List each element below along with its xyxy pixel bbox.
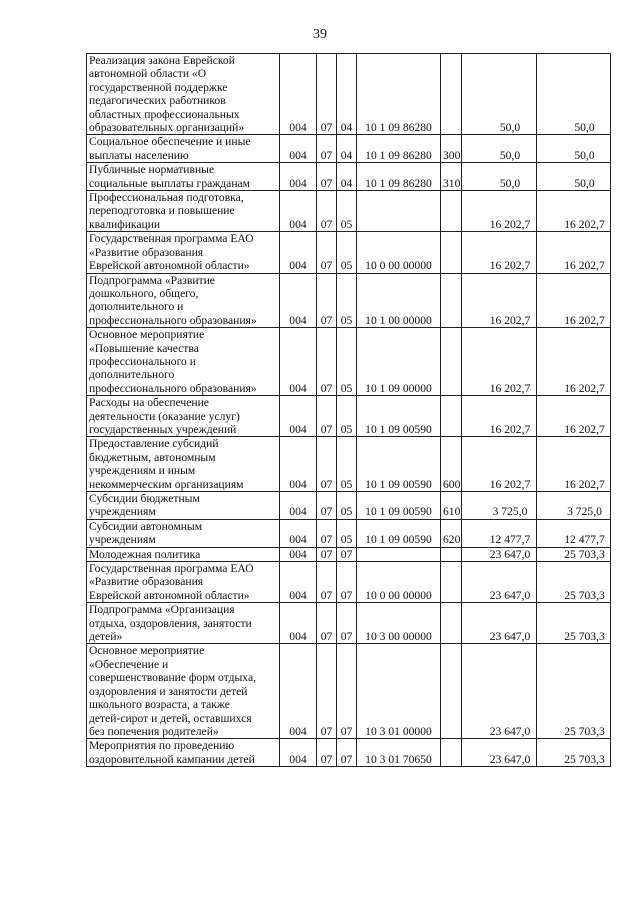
expense-type-cell	[441, 562, 462, 603]
expense-type-cell	[441, 191, 462, 232]
sum-year1-cell: 16 202,7	[462, 232, 537, 273]
sum-year1-cell: 50,0	[462, 163, 537, 191]
sum-year1-cell: 23 647,0	[462, 603, 537, 644]
subsection-code-cell: 07	[337, 562, 357, 603]
table-row	[87, 163, 611, 191]
gr-code-cell: 004	[280, 547, 317, 561]
subsection-code-cell: 05	[337, 519, 357, 547]
row-name-cell: Субсидии бюджетным учреждениям	[87, 492, 280, 520]
table-row	[87, 135, 611, 163]
section-code-cell: 07	[317, 562, 337, 603]
table-row	[87, 273, 611, 328]
table-row	[87, 547, 611, 561]
row-name-cell: Мероприятия по проведению оздоровительной кампании детей	[87, 739, 280, 767]
expense-type-cell	[441, 273, 462, 328]
sum-year2-cell: 25 703,3	[537, 547, 611, 561]
table-row	[87, 519, 611, 547]
sum-year1-cell: 23 647,0	[462, 562, 537, 603]
subsection-code-cell: 05	[337, 437, 357, 492]
target-article-cell: 10 3 00 00000	[357, 603, 441, 644]
subsection-code-cell: 04	[337, 135, 357, 163]
sum-year1-cell: 16 202,7	[462, 437, 537, 492]
expense-type-cell: 300	[441, 135, 462, 163]
target-article-cell: 10 1 09 00590	[357, 519, 441, 547]
sum-year2-cell: 50,0	[537, 163, 611, 191]
gr-code-cell: 004	[280, 739, 317, 767]
row-name-cell: Расходы на обеспечение деятельности (оказание услуг) государственных учреждений	[87, 396, 280, 437]
sum-year2-cell: 3 725,0	[537, 492, 611, 520]
sum-year1-cell: 23 647,0	[462, 547, 537, 561]
row-name-cell: Профессиональная подготовка, переподготовка и повышение квалификации	[87, 191, 280, 232]
sum-year2-cell: 25 703,3	[537, 603, 611, 644]
subsection-code-cell: 05	[337, 492, 357, 520]
sum-year2-cell: 16 202,7	[537, 328, 611, 396]
expense-type-cell	[441, 232, 462, 273]
expense-type-cell	[441, 328, 462, 396]
row-name-cell: Социальное обеспечение и иные выплаты населению	[87, 135, 280, 163]
row-name-cell: Основное мероприятие «Повышение качества профессионального и дополнительного профессионального образования»	[87, 328, 280, 396]
expense-type-cell: 310	[441, 163, 462, 191]
target-article-cell: 10 3 01 00000	[357, 644, 441, 739]
gr-code-cell: 004	[280, 135, 317, 163]
section-code-cell: 07	[317, 437, 337, 492]
section-code-cell: 07	[317, 163, 337, 191]
section-code-cell: 07	[317, 644, 337, 739]
sum-year2-cell: 16 202,7	[537, 273, 611, 328]
sum-year2-cell: 25 703,3	[537, 644, 611, 739]
target-article-cell: 10 1 09 86280	[357, 163, 441, 191]
target-article-cell: 10 1 09 86280	[357, 135, 441, 163]
sum-year2-cell: 16 202,7	[537, 232, 611, 273]
gr-code-cell: 004	[280, 603, 317, 644]
section-code-cell: 07	[317, 603, 337, 644]
table-row	[87, 396, 611, 437]
target-article-cell: 10 0 00 00000	[357, 232, 441, 273]
gr-code-cell: 004	[280, 191, 317, 232]
row-name-cell: Субсидии автономным учреждениям	[87, 519, 280, 547]
sum-year1-cell: 50,0	[462, 135, 537, 163]
sum-year1-cell: 12 477,7	[462, 519, 537, 547]
subsection-code-cell: 05	[337, 191, 357, 232]
target-article-cell: 10 1 09 00000	[357, 328, 441, 396]
table-row	[87, 54, 611, 135]
section-code-cell: 07	[317, 273, 337, 328]
expense-type-cell	[441, 603, 462, 644]
target-article-cell: 10 3 01 70650	[357, 739, 441, 767]
sum-year1-cell: 23 647,0	[462, 739, 537, 767]
gr-code-cell: 004	[280, 396, 317, 437]
row-name-cell: Реализация закона Еврейской автономной области «О государственной поддержке педагогических работников областных профессиональных образовательных организаций»	[87, 54, 280, 135]
section-code-cell: 07	[317, 191, 337, 232]
gr-code-cell: 004	[280, 492, 317, 520]
section-code-cell: 07	[317, 547, 337, 561]
table-row	[87, 603, 611, 644]
sum-year1-cell: 50,0	[462, 54, 537, 135]
sum-year2-cell: 25 703,3	[537, 739, 611, 767]
target-article-cell: 10 1 00 00000	[357, 273, 441, 328]
gr-code-cell: 004	[280, 562, 317, 603]
expense-type-cell	[441, 739, 462, 767]
subsection-code-cell: 07	[337, 603, 357, 644]
table-row	[87, 739, 611, 767]
expense-type-cell: 610	[441, 492, 462, 520]
row-name-cell: Основное мероприятие «Обеспечение и совершенствование форм отдыха, оздоровления и занятости детей школьного возраста, а также детей-сирот и детей, оставшихся без попечения родителей»	[87, 644, 280, 739]
section-code-cell: 07	[317, 135, 337, 163]
subsection-code-cell: 07	[337, 739, 357, 767]
target-article-cell	[357, 547, 441, 561]
target-article-cell: 10 0 00 00000	[357, 562, 441, 603]
gr-code-cell: 004	[280, 328, 317, 396]
table-row	[87, 562, 611, 603]
table-row	[87, 191, 611, 232]
row-name-cell: Подпрограмма «Развитие дошкольного, общего, дополнительного и профессионального образования»	[87, 273, 280, 328]
sum-year2-cell: 50,0	[537, 54, 611, 135]
budget-table	[86, 53, 611, 767]
sum-year2-cell: 25 703,3	[537, 562, 611, 603]
gr-code-cell: 004	[280, 437, 317, 492]
sum-year1-cell: 3 725,0	[462, 492, 537, 520]
sum-year1-cell: 23 647,0	[462, 644, 537, 739]
table-row	[87, 328, 611, 396]
row-name-cell: Предоставление субсидий бюджетным, автономным учреждениям и иным некоммерческим организациям	[87, 437, 280, 492]
table-row	[87, 644, 611, 739]
table-row	[87, 232, 611, 273]
row-name-cell: Молодежная политика	[87, 547, 280, 561]
expense-type-cell	[441, 644, 462, 739]
section-code-cell: 07	[317, 396, 337, 437]
section-code-cell: 07	[317, 519, 337, 547]
table-row	[87, 492, 611, 520]
page-number: 39	[313, 27, 327, 42]
sum-year2-cell: 16 202,7	[537, 191, 611, 232]
row-name-cell: Подпрограмма «Организация отдыха, оздоровления, занятости детей»	[87, 603, 280, 644]
sum-year2-cell: 50,0	[537, 135, 611, 163]
gr-code-cell: 004	[280, 273, 317, 328]
sum-year1-cell: 16 202,7	[462, 328, 537, 396]
section-code-cell: 07	[317, 492, 337, 520]
sum-year2-cell: 16 202,7	[537, 437, 611, 492]
expense-type-cell	[441, 396, 462, 437]
expense-type-cell: 600	[441, 437, 462, 492]
gr-code-cell: 004	[280, 163, 317, 191]
target-article-cell: 10 1 09 00590	[357, 396, 441, 437]
section-code-cell: 07	[317, 54, 337, 135]
subsection-code-cell: 07	[337, 644, 357, 739]
section-code-cell: 07	[317, 328, 337, 396]
gr-code-cell: 004	[280, 644, 317, 739]
section-code-cell: 07	[317, 232, 337, 273]
target-article-cell: 10 1 09 00590	[357, 437, 441, 492]
subsection-code-cell: 05	[337, 396, 357, 437]
section-code-cell: 07	[317, 739, 337, 767]
subsection-code-cell: 05	[337, 273, 357, 328]
gr-code-cell: 004	[280, 54, 317, 135]
row-name-cell: Государственная программа ЕАО «Развитие образования Еврейской автономной области»	[87, 232, 280, 273]
subsection-code-cell: 07	[337, 547, 357, 561]
sum-year1-cell: 16 202,7	[462, 273, 537, 328]
expense-type-cell: 620	[441, 519, 462, 547]
gr-code-cell: 004	[280, 519, 317, 547]
target-article-cell: 10 1 09 00590	[357, 492, 441, 520]
sum-year1-cell: 16 202,7	[462, 396, 537, 437]
expense-type-cell	[441, 54, 462, 135]
subsection-code-cell: 04	[337, 163, 357, 191]
row-name-cell: Публичные нормативные социальные выплаты гражданам	[87, 163, 280, 191]
sum-year2-cell: 16 202,7	[537, 396, 611, 437]
subsection-code-cell: 05	[337, 232, 357, 273]
target-article-cell	[357, 191, 441, 232]
sum-year1-cell: 16 202,7	[462, 191, 537, 232]
subsection-code-cell: 04	[337, 54, 357, 135]
table-row	[87, 437, 611, 492]
subsection-code-cell: 05	[337, 328, 357, 396]
expense-type-cell	[441, 547, 462, 561]
row-name-cell: Государственная программа ЕАО «Развитие образования Еврейской автономной области»	[87, 562, 280, 603]
gr-code-cell: 004	[280, 232, 317, 273]
target-article-cell: 10 1 09 86280	[357, 54, 441, 135]
sum-year2-cell: 12 477,7	[537, 519, 611, 547]
